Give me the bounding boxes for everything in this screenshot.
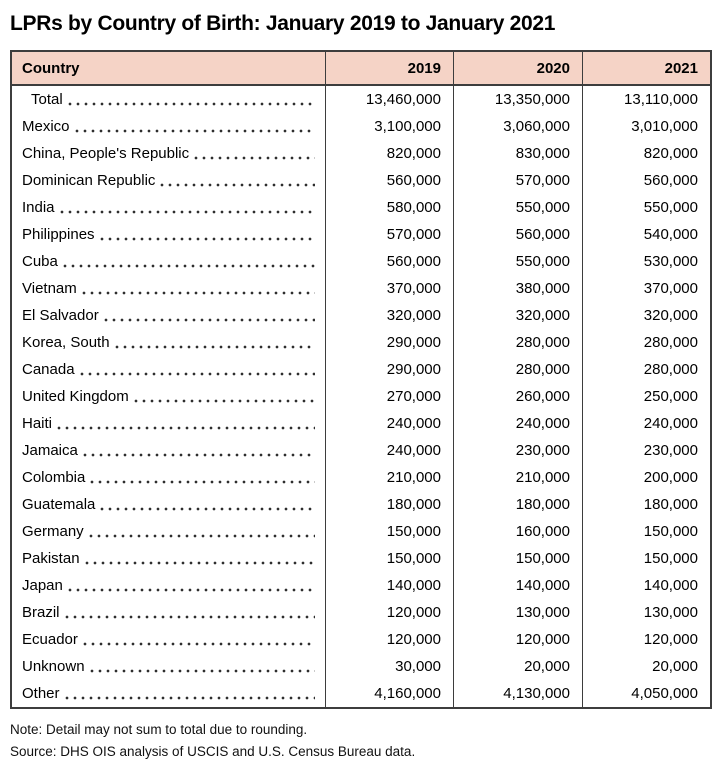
table-row — [12, 491, 710, 518]
country-name: Canada — [22, 361, 75, 378]
dot-leader — [63, 264, 315, 268]
country-cell — [12, 545, 326, 572]
value-2020: 280,000 — [454, 356, 583, 383]
dot-leader — [134, 399, 315, 403]
dot-leader — [160, 183, 315, 187]
value-2021: 820,000 — [643, 145, 698, 162]
value-2020: 130,000 — [454, 599, 583, 626]
country-name: Brazil — [22, 604, 60, 621]
country-cell — [12, 491, 326, 518]
dot-leader — [100, 237, 315, 241]
country-name: India — [22, 199, 55, 216]
country-name: Germany — [22, 523, 84, 540]
value-2021: 13,110,000 — [624, 91, 698, 108]
table-row — [12, 464, 710, 491]
country-cell — [12, 302, 326, 329]
value-2019: 4,160,000 — [326, 680, 454, 707]
value-2021: 200,000 — [643, 469, 698, 486]
header-country — [12, 52, 326, 84]
header-country-label: Country — [22, 59, 80, 77]
value-2020: 230,000 — [454, 437, 583, 464]
data-table — [10, 50, 712, 709]
country-name: Ecuador — [22, 631, 78, 648]
dot-leader — [83, 453, 315, 457]
dot-leader — [65, 696, 315, 700]
country-name: Pakistan — [22, 550, 80, 567]
dot-leader — [194, 156, 315, 160]
table-row — [12, 113, 710, 140]
table-row — [12, 167, 710, 194]
value-2021: 320,000 — [643, 307, 698, 324]
table-row — [12, 302, 710, 329]
country-cell — [12, 599, 326, 626]
value-2019: 240,000 — [326, 437, 454, 464]
source-line: Source: DHS OIS analysis of USCIS and U.S. Census Bureau data. — [10, 743, 416, 759]
value-2019: 290,000 — [326, 356, 454, 383]
value-2021: 140,000 — [643, 577, 698, 594]
country-name: Korea, South — [22, 334, 110, 351]
value-2019: 120,000 — [326, 599, 454, 626]
country-cell — [12, 653, 326, 680]
country-name: Jamaica — [22, 442, 78, 459]
value-2021: 150,000 — [643, 550, 698, 567]
country-cell — [12, 356, 326, 383]
table-row — [12, 599, 710, 626]
table-row — [12, 410, 710, 437]
value-2019: 570,000 — [326, 221, 454, 248]
dot-leader — [75, 129, 315, 133]
country-cell — [12, 410, 326, 437]
table-row — [12, 680, 710, 707]
value-2021: 150,000 — [643, 523, 698, 540]
value-2020: 150,000 — [454, 545, 583, 572]
value-2020: 210,000 — [454, 464, 583, 491]
table-row-total — [12, 86, 710, 113]
value-2019: 240,000 — [326, 410, 454, 437]
country-name: Colombia — [22, 469, 86, 486]
country-name: Haiti — [22, 415, 53, 432]
dot-leader — [89, 534, 315, 538]
value-2020: 20,000 — [454, 653, 583, 680]
value-2021: 120,000 — [643, 631, 698, 648]
value-2020: 380,000 — [454, 275, 583, 302]
country-cell — [12, 329, 326, 356]
country-cell — [12, 464, 326, 491]
value-2020: 140,000 — [454, 572, 583, 599]
table-row — [12, 248, 710, 275]
value-2020: 160,000 — [454, 518, 583, 545]
value-2019: 560,000 — [326, 167, 454, 194]
dot-leader — [90, 480, 315, 484]
dot-leader — [65, 615, 315, 619]
value-2021: 230,000 — [643, 442, 698, 459]
value-2021: 130,000 — [643, 604, 698, 621]
table-row — [12, 221, 710, 248]
value-2020: 560,000 — [454, 221, 583, 248]
table-row — [12, 194, 710, 221]
value-2019: 150,000 — [326, 518, 454, 545]
footnotes — [10, 719, 712, 762]
dot-leader — [100, 507, 315, 511]
value-2021: 180,000 — [643, 496, 698, 513]
value-2020: 570,000 — [454, 167, 583, 194]
value-2021: 370,000 — [643, 280, 698, 297]
country-cell — [12, 113, 326, 140]
value-2019: 320,000 — [326, 302, 454, 329]
country-cell — [12, 680, 326, 707]
country-name: United Kingdom — [22, 388, 129, 405]
value-2020: 240,000 — [454, 410, 583, 437]
dot-leader — [57, 426, 315, 430]
dot-leader — [115, 345, 315, 349]
dot-leader — [104, 318, 315, 322]
country-cell — [12, 86, 326, 113]
value-2019: 3,100,000 — [326, 113, 454, 140]
value-2021: 540,000 — [643, 226, 698, 243]
value-2019: 150,000 — [326, 545, 454, 572]
dot-leader — [82, 291, 315, 295]
country-name: Total — [31, 91, 63, 108]
value-2019: 13,460,000 — [326, 86, 454, 113]
country-name: Cuba — [22, 253, 58, 270]
dot-leader — [80, 372, 315, 376]
value-2019: 140,000 — [326, 572, 454, 599]
dot-leader — [83, 642, 315, 646]
dot-leader — [68, 102, 315, 106]
dot-leader — [60, 210, 315, 214]
value-2021: 560,000 — [643, 172, 698, 189]
country-cell — [12, 140, 326, 167]
country-name: China, People's Republic — [22, 145, 190, 162]
country-name: Dominican Republic — [22, 172, 156, 189]
country-name: El Salvador — [22, 307, 99, 324]
country-cell — [12, 383, 326, 410]
value-2021: 280,000 — [643, 334, 698, 351]
value-2020: 830,000 — [454, 140, 583, 167]
header-2019: 2019 — [326, 52, 454, 84]
value-2020: 260,000 — [454, 383, 583, 410]
value-2020: 120,000 — [454, 626, 583, 653]
table-row — [12, 275, 710, 302]
value-2021: 250,000 — [643, 388, 698, 405]
table-row — [12, 356, 710, 383]
country-cell — [12, 248, 326, 275]
dot-leader — [85, 561, 315, 565]
table-row — [12, 140, 710, 167]
header-2020: 2020 — [454, 52, 583, 84]
country-name: Other — [22, 685, 60, 702]
table-header-row — [12, 52, 710, 86]
country-name: Japan — [22, 577, 63, 594]
value-2020: 320,000 — [454, 302, 583, 329]
value-2019: 210,000 — [326, 464, 454, 491]
country-name: Mexico — [22, 118, 70, 135]
table-row — [12, 437, 710, 464]
value-2019: 820,000 — [326, 140, 454, 167]
country-name: Guatemala — [22, 496, 96, 513]
country-cell — [12, 167, 326, 194]
value-2019: 120,000 — [326, 626, 454, 653]
value-2021: 3,010,000 — [631, 118, 698, 135]
value-2021: 4,050,000 — [631, 685, 698, 702]
table-row — [12, 383, 710, 410]
country-name: Philippines — [22, 226, 95, 243]
value-2019: 30,000 — [326, 653, 454, 680]
value-2019: 580,000 — [326, 194, 454, 221]
dot-leader — [90, 669, 315, 673]
table-row — [12, 329, 710, 356]
value-2021: 280,000 — [643, 361, 698, 378]
country-cell — [12, 194, 326, 221]
country-name: Unknown — [22, 658, 85, 675]
country-cell — [12, 275, 326, 302]
value-2021: 20,000 — [652, 658, 698, 675]
country-cell — [12, 626, 326, 653]
table-row — [12, 518, 710, 545]
table-row — [12, 626, 710, 653]
value-2020: 180,000 — [454, 491, 583, 518]
value-2020: 4,130,000 — [454, 680, 583, 707]
country-name: Vietnam — [22, 280, 77, 297]
header-2021: 2021 — [664, 59, 698, 77]
page-title: LPRs by Country of Birth: January 2019 to January 2021 — [10, 12, 556, 35]
value-2019: 370,000 — [326, 275, 454, 302]
note-line: Note: Detail may not sum to total due to rounding. — [10, 722, 308, 737]
table-row — [12, 572, 710, 599]
value-2021: 550,000 — [643, 199, 698, 216]
value-2021: 240,000 — [643, 415, 698, 432]
country-cell — [12, 572, 326, 599]
value-2020: 550,000 — [454, 194, 583, 221]
value-2020: 13,350,000 — [454, 86, 583, 113]
country-cell — [12, 437, 326, 464]
value-2019: 180,000 — [326, 491, 454, 518]
table-row — [12, 653, 710, 680]
value-2019: 290,000 — [326, 329, 454, 356]
country-cell — [12, 221, 326, 248]
table-row — [12, 545, 710, 572]
value-2020: 280,000 — [454, 329, 583, 356]
value-2020: 550,000 — [454, 248, 583, 275]
value-2019: 270,000 — [326, 383, 454, 410]
value-2020: 3,060,000 — [454, 113, 583, 140]
country-cell — [12, 518, 326, 545]
value-2019: 560,000 — [326, 248, 454, 275]
dot-leader — [68, 588, 315, 592]
value-2021: 530,000 — [643, 253, 698, 270]
